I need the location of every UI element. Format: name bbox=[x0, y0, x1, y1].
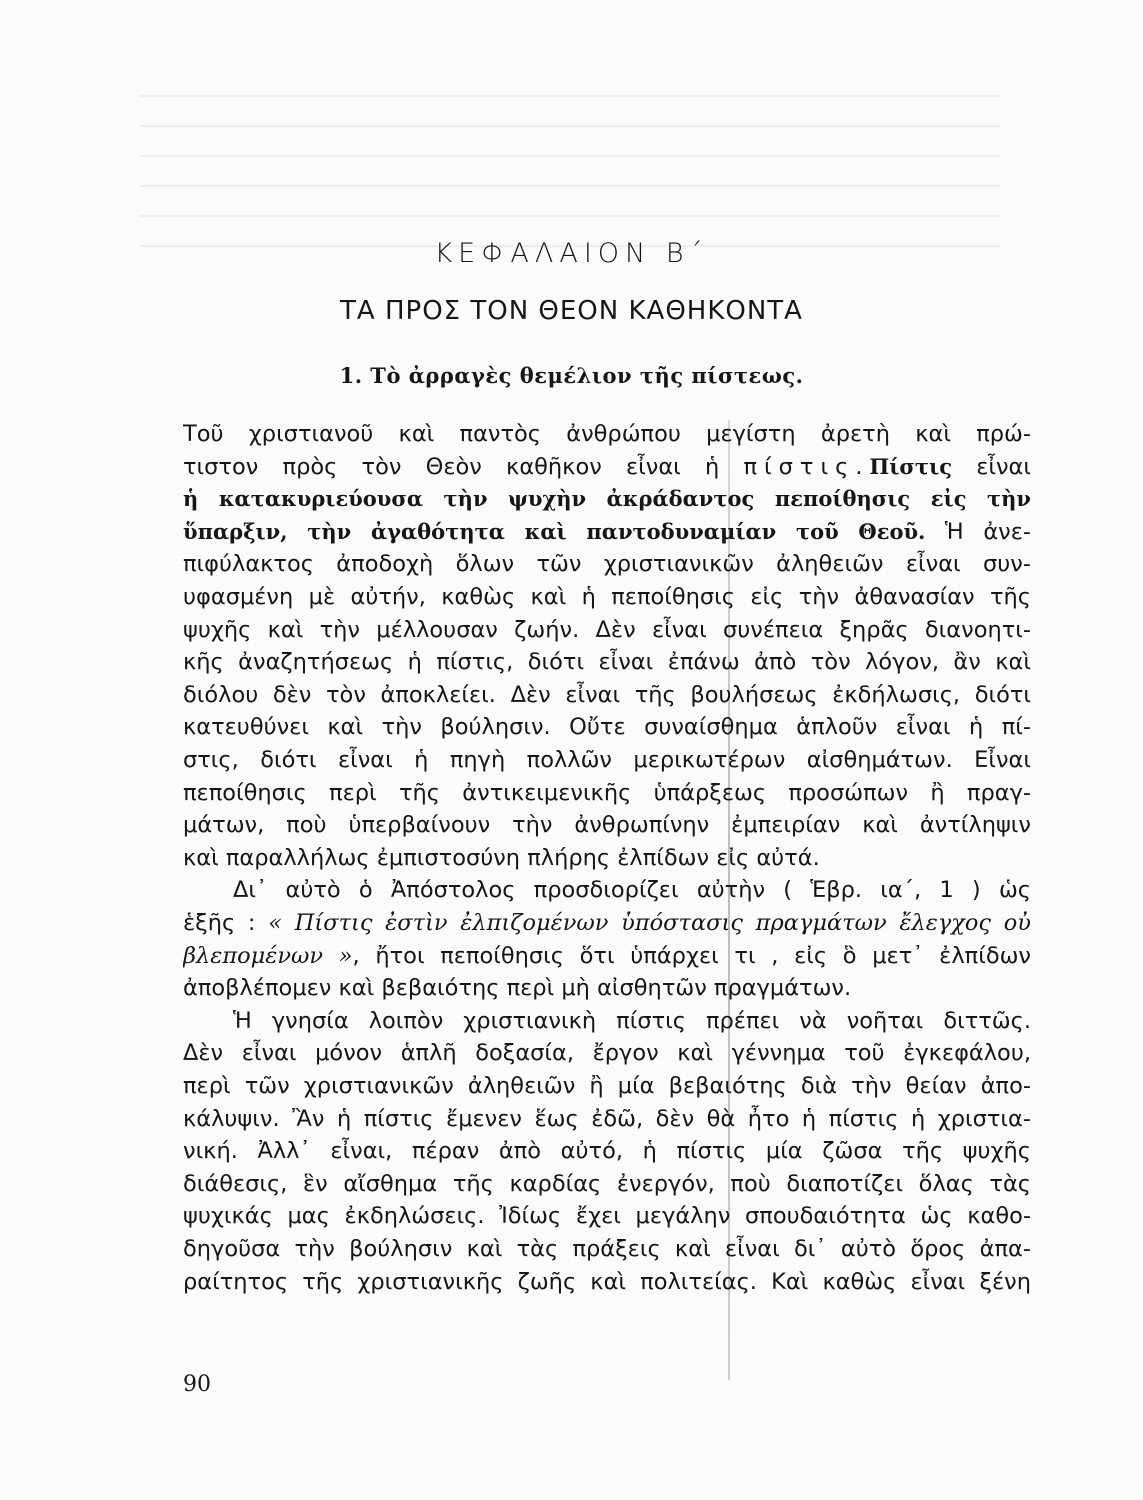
text-run: τιστον πρὸς τὸν Θεὸν καθῆκον εἶναι ἡ bbox=[183, 453, 744, 480]
text-line bbox=[183, 1070, 1031, 1102]
text-run: διόλου δὲν τὸν ἀποκλείει. Δὲν εἶναι τῆς βουλήσεως ἐκδήλωσις, διότι bbox=[183, 681, 1031, 708]
text-line bbox=[183, 418, 1031, 450]
text-line bbox=[183, 842, 1031, 874]
text-run: πίστις. bbox=[743, 453, 870, 480]
text-line bbox=[183, 1266, 1031, 1298]
text-run: πεποίθησις περὶ τῆς ἀντικειμενικῆς ὑπάρξεως προσώπων ἢ πραγ- bbox=[183, 779, 1031, 806]
text-line bbox=[183, 1200, 1031, 1232]
text-line bbox=[183, 907, 1031, 939]
text-run: κάλυψιν. Ἂν ἡ πίστις ἔμενεν ἕως ἐδῶ, δὲν θὰ ἦτο ἡ πίστις ἡ χριστια- bbox=[183, 1105, 1031, 1132]
text-line bbox=[233, 1005, 1031, 1037]
chapter-heading: ΚΕΦΑΛΑΙΟΝ Β΄ bbox=[434, 238, 709, 269]
text-line bbox=[183, 1037, 1031, 1069]
text-run: δηγοῦσα τὴν βούλησιν καὶ τὰς πράξεις καὶ εἶναι δι᾿ αὐτὸ ὅρος ἀπα- bbox=[183, 1236, 1031, 1262]
text-run: πιφύλακτος ἀποδοχὴ ὅλων τῶν χριστιανικῶν ἀληθειῶν εἶναι συν- bbox=[183, 551, 1031, 578]
text-line bbox=[183, 614, 1031, 646]
text-line bbox=[183, 1168, 1031, 1200]
text-run: στις, διότι εἶναι ἡ πηγὴ πολλῶν μερικωτέρων αἰσθημάτων. Εἶναι bbox=[183, 747, 1031, 773]
text-run: μάτων, ποὺ ὑπερβαίνουν τὴν ἀνθρωπίνην ἐμπειρίαν καὶ ἀντίληψιν bbox=[183, 812, 1031, 839]
text-run: περὶ τῶν χριστιανικῶν ἀληθειῶν ἢ μία βεβαιότης διὰ τὴν θείαν ἀπο- bbox=[183, 1073, 1031, 1099]
text-line bbox=[183, 516, 1031, 548]
text-line bbox=[183, 711, 1031, 743]
chapter-title: ΤΑ ΠΡΟΣ ΤΟΝ ΘΕΟΝ ΚΑΘΗΚΟΝΤΑ bbox=[340, 296, 803, 326]
text-run: Πίστις bbox=[869, 453, 952, 479]
text-line bbox=[183, 940, 1031, 972]
text-run: κατευθύνει καὶ τὴν βούλησιν. Οὔτε συναίσθημα ἁπλοῦν εἶναι ἡ πί- bbox=[183, 714, 1031, 741]
text-line bbox=[183, 1103, 1031, 1135]
text-run: ραίτητος τῆς χριστιανικῆς ζωῆς καὶ πολιτείας. Καὶ καθὼς εἶναι ξένη bbox=[183, 1268, 1031, 1295]
text-line bbox=[183, 809, 1031, 841]
text-run: κῆς ἀναζητήσεως ἡ πίστις, διότι εἶναι ἐπάνω ἀπὸ τὸν λόγον, ἂν καὶ bbox=[183, 649, 1031, 676]
text-run: « Πίστις ἐστὶν ἐλπιζομένων ὑπόστασις πραγμάτων ἔλεγχος οὐ bbox=[268, 910, 1031, 936]
text-run: ἑξῆς : bbox=[183, 910, 269, 936]
text-run: ὕπαρξιν, τὴν ἀγαθότητα καὶ παντοδυναμίαν τοῦ Θεοῦ. bbox=[183, 518, 926, 544]
text-line bbox=[183, 744, 1031, 776]
text-line bbox=[183, 646, 1031, 678]
text-run: Ἡ γνησία λοιπὸν χριστιανικὴ πίστις πρέπει νὰ νοῆται διττῶς. bbox=[233, 1007, 1031, 1034]
page-number: 90 bbox=[183, 1372, 211, 1397]
text-run: υφασμένη μὲ αὐτήν, καθὼς καὶ ἡ πεποίθησις εἰς τὴν ἀθανασίαν τῆς bbox=[183, 584, 1031, 610]
section-heading: 1. Τὸ ἀρραγὲς θεμέλιον τῆς πίστεως. bbox=[339, 363, 804, 388]
text-run: Τοῦ χριστιανοῦ καὶ παντὸς ἀνθρώπου μεγίστη ἀρετὴ καὶ πρώ- bbox=[183, 421, 1031, 447]
text-line bbox=[233, 874, 1031, 906]
text-run: νική. Ἀλλ᾿ εἶναι, πέραν ἀπὸ αὐτό, ἡ πίστις μία ζῶσα τῆς ψυχῆς bbox=[183, 1138, 1031, 1165]
text-run: διάθεσις, ἓν αἴσθημα τῆς καρδίας ἐνεργόν, ποὺ διαποτίζει ὅλας τὰς bbox=[183, 1170, 1031, 1197]
text-line bbox=[183, 972, 1031, 1004]
text-run: εἶναι bbox=[951, 453, 1031, 480]
text-run: Ἡ ἀνε- bbox=[925, 518, 1031, 545]
text-line bbox=[183, 679, 1031, 711]
text-line bbox=[183, 581, 1031, 613]
text-run: ψυχῆς καὶ τὴν μέλλουσαν ζωήν. Δὲν εἶναι συνέπεια ξηρᾶς διανοητι- bbox=[183, 616, 1031, 643]
text-run: καὶ παραλλήλως ἐμπιστοσύνη πλήρης ἐλπίδων εἰς αὐτά. bbox=[183, 844, 820, 871]
text-run: Δὲν εἶναι μόνον ἁπλῆ δοξασία, ἔργον καὶ γέννημα τοῦ ἐγκεφάλου, bbox=[183, 1040, 1031, 1067]
text-run: , ἤτοι πεποίθησις ὅτι ὑπάρχει τι , εἰς ὃ μετ᾿ ἐλπίδων bbox=[352, 942, 1031, 969]
text-run: Δι᾿ αὐτὸ ὁ Ἀπόστολος προσδιορίζει αὐτὴν ( Ἑβρ. ια΄, 1 ) ὡς bbox=[233, 877, 1031, 904]
text-run: ἀποβλέπομεν καὶ βεβαιότης περὶ μὴ αἰσθητῶν πραγμάτων. bbox=[183, 975, 852, 1002]
text-line bbox=[183, 1135, 1031, 1167]
text-line bbox=[183, 1233, 1031, 1265]
text-line bbox=[183, 548, 1031, 580]
text-line bbox=[183, 483, 1031, 515]
text-line bbox=[183, 451, 1031, 483]
text-run: ἡ κατακυριεύουσα τὴν ψυχὴν ἀκράδαντος πεποίθησις εἰς τὴν bbox=[183, 486, 1031, 512]
text-line bbox=[183, 777, 1031, 809]
text-run: ψυχικάς μας ἐκδηλώσεις. Ἰδίως ἔχει μεγάλην σπουδαιότητα ὡς καθο- bbox=[183, 1203, 1031, 1230]
text-run: βλεπομένων » bbox=[183, 942, 353, 969]
